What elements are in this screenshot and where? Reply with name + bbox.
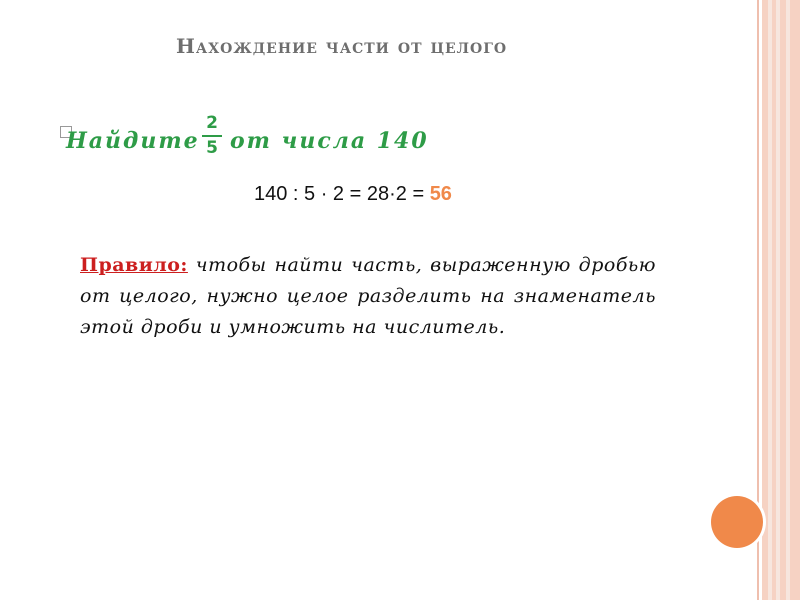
task-suffix: от числа 140 xyxy=(230,128,429,154)
calculation-result: 56 xyxy=(429,183,452,205)
border-stripe xyxy=(786,0,790,600)
task-fraction xyxy=(200,114,224,158)
calculation-expression: 140 : 5 · 2 = 28·2 = xyxy=(254,183,430,205)
fraction-numerator: 2 xyxy=(206,113,218,133)
rule-label: Правило: xyxy=(80,254,188,276)
orange-circle-icon xyxy=(711,496,763,548)
border-stripe xyxy=(776,0,780,600)
fraction-denominator: 5 xyxy=(206,138,218,158)
calculation xyxy=(254,183,452,206)
task-prefix: Найдите xyxy=(66,128,200,154)
rule-paragraph xyxy=(80,250,656,343)
fraction-bar xyxy=(202,135,222,137)
slide-title: Нахождение части от целого xyxy=(176,34,508,58)
border-stripe xyxy=(768,0,772,600)
rule-text: чтобы найти часть, выраженную дробью от целого, нужно целое разделить на знаменатель этой дроби и умножить на числитель. xyxy=(80,254,656,338)
right-decorative-border xyxy=(762,0,800,600)
